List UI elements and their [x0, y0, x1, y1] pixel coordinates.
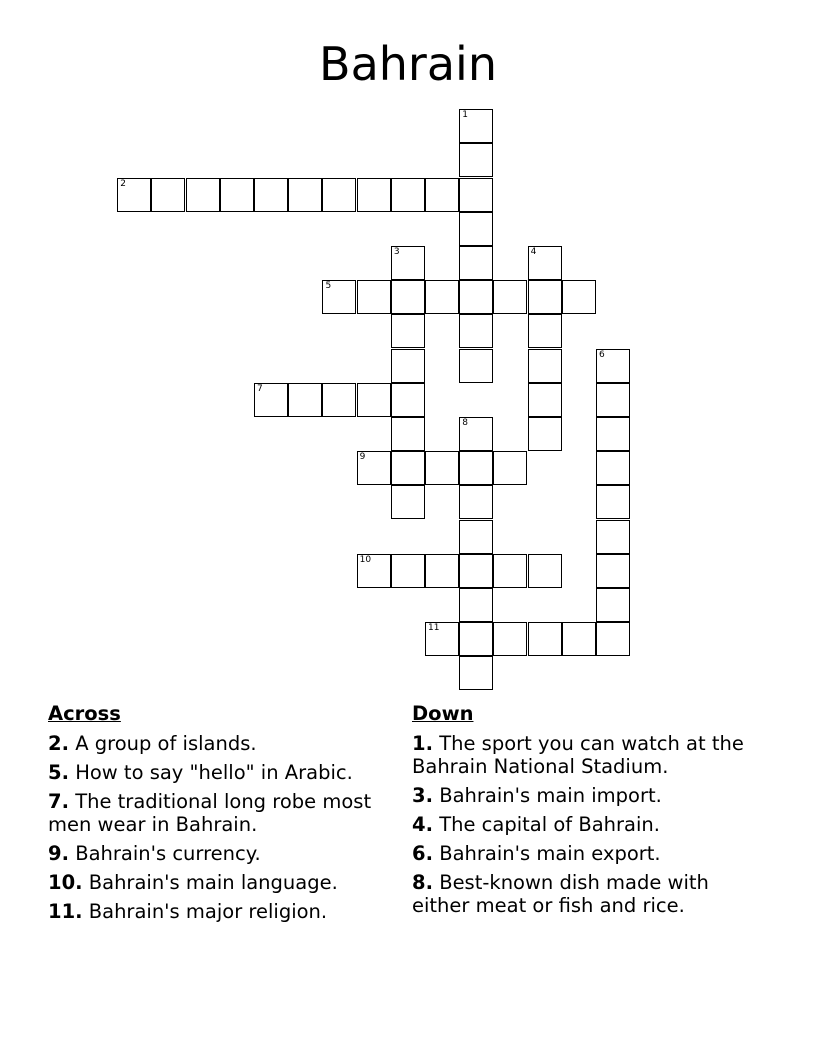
grid-cell[interactable]: [459, 349, 493, 383]
grid-cell[interactable]: [425, 451, 459, 485]
grid-cell[interactable]: [322, 178, 356, 212]
grid-cell[interactable]: [459, 554, 493, 588]
down-clues: [412, 702, 772, 923]
across-heading: Across: [48, 702, 121, 725]
grid-cell[interactable]: [528, 417, 562, 451]
cell-number: 1: [462, 110, 468, 121]
grid-cell[interactable]: [288, 383, 322, 417]
clue-across-5: [48, 761, 388, 784]
grid-cell[interactable]: [596, 417, 630, 451]
cell-number: 4: [530, 247, 537, 258]
grid-cell[interactable]: [391, 178, 425, 212]
grid-cell[interactable]: [459, 520, 493, 554]
clue-number: 3.: [412, 784, 433, 807]
grid-cell[interactable]: [528, 314, 562, 348]
grid-cell[interactable]: [357, 554, 391, 588]
grid-cell[interactable]: [459, 212, 493, 246]
grid-cell[interactable]: [596, 588, 630, 622]
clue-text: Bahrain's main language.: [88, 871, 338, 894]
clue-down-1: [412, 732, 772, 778]
grid-cell[interactable]: [425, 622, 459, 656]
grid-cell[interactable]: [357, 178, 391, 212]
grid-cell[interactable]: [528, 383, 562, 417]
clue-number: 8.: [412, 871, 433, 894]
grid-cell[interactable]: [322, 383, 356, 417]
grid-cell[interactable]: [459, 451, 493, 485]
grid-cell[interactable]: [596, 622, 630, 656]
cell-number: 5: [325, 281, 332, 292]
grid-cell[interactable]: [459, 588, 493, 622]
clue-down-8: [412, 871, 772, 917]
across-clues: [48, 702, 388, 929]
clue-text: The sport you can watch at the Bahrain National Stadium.: [412, 732, 744, 778]
grid-cell[interactable]: [528, 554, 562, 588]
down-heading: Down: [412, 702, 474, 725]
grid-cell[interactable]: [391, 451, 425, 485]
clue-number: 1.: [412, 732, 433, 755]
grid-cell[interactable]: [528, 280, 562, 314]
grid-cell[interactable]: [596, 485, 630, 519]
grid-cell[interactable]: [391, 280, 425, 314]
clue-text: Bahrain's currency.: [75, 842, 261, 865]
grid-cell[interactable]: [391, 485, 425, 519]
clue-down-4: [412, 813, 772, 836]
grid-cell[interactable]: [288, 178, 322, 212]
grid-cell[interactable]: [596, 383, 630, 417]
grid-cell[interactable]: [254, 178, 288, 212]
clue-across-11: [48, 900, 388, 923]
grid-cell[interactable]: [391, 349, 425, 383]
grid-cell[interactable]: [220, 178, 254, 212]
grid-cell[interactable]: [391, 314, 425, 348]
grid-cell[interactable]: [425, 554, 459, 588]
cell-number: 2: [120, 178, 126, 189]
clue-number: 6.: [412, 842, 433, 865]
grid-cell[interactable]: [459, 109, 493, 143]
grid-cell[interactable]: [596, 520, 630, 554]
grid-cell[interactable]: [322, 280, 356, 314]
cell-number: 9: [359, 452, 366, 463]
clue-number: 11.: [48, 900, 83, 923]
cell-number: 10: [359, 554, 372, 565]
clue-across-2: [48, 732, 388, 755]
clue-number: 4.: [412, 813, 433, 836]
grid-cell[interactable]: [459, 280, 493, 314]
grid-cell[interactable]: [493, 280, 527, 314]
grid-cell[interactable]: [459, 246, 493, 280]
grid-cell[interactable]: [459, 178, 493, 212]
clue-text: The capital of Bahrain.: [439, 813, 660, 836]
clue-text: How to say "hello" in Arabic.: [75, 761, 353, 784]
grid-cell[interactable]: [459, 656, 493, 690]
clue-number: 9.: [48, 842, 69, 865]
clue-text: Bahrain's main import.: [439, 784, 662, 807]
cell-number: 3: [393, 247, 400, 258]
grid-cell[interactable]: [528, 246, 562, 280]
clue-number: 7.: [48, 790, 69, 813]
clue-across-9: [48, 842, 388, 865]
clue-text: Bahrain's major religion.: [88, 900, 328, 923]
page-title: Bahrain: [319, 37, 497, 91]
grid-cell[interactable]: [459, 622, 493, 656]
clue-text: Bahrain's main export.: [439, 842, 661, 865]
grid-cell[interactable]: [391, 246, 425, 280]
clue-number: 10.: [48, 871, 83, 894]
grid-cell[interactable]: [186, 178, 220, 212]
cell-number: 8: [462, 418, 468, 429]
clue-text: The traditional long robe most men wear in Bahrain.: [48, 790, 372, 836]
grid-cell[interactable]: [391, 417, 425, 451]
grid-cell[interactable]: [459, 143, 493, 177]
clue-number: 2.: [48, 732, 69, 755]
grid-cell[interactable]: [391, 383, 425, 417]
grid-cell[interactable]: [493, 554, 527, 588]
grid-cell[interactable]: [493, 451, 527, 485]
grid-cell[interactable]: [391, 554, 425, 588]
grid-cell[interactable]: [562, 622, 596, 656]
cell-number: 6: [599, 349, 605, 360]
grid-cell[interactable]: [425, 178, 459, 212]
grid-cell[interactable]: [493, 622, 527, 656]
grid-cell[interactable]: [357, 451, 391, 485]
grid-cell[interactable]: [425, 280, 459, 314]
grid-cell[interactable]: [117, 178, 151, 212]
grid-cell[interactable]: [357, 280, 391, 314]
clue-down-6: [412, 842, 772, 865]
grid-cell[interactable]: [596, 451, 630, 485]
cell-number: 7: [257, 383, 263, 394]
grid-cell[interactable]: [459, 485, 493, 519]
grid-cell[interactable]: [528, 622, 562, 656]
grid-cell[interactable]: [254, 383, 288, 417]
grid-cell[interactable]: [596, 554, 630, 588]
clue-down-3: [412, 784, 772, 807]
grid-cell[interactable]: [596, 349, 630, 383]
clue-number: 5.: [48, 761, 69, 784]
grid-cell[interactable]: [357, 383, 391, 417]
grid-cell[interactable]: [528, 349, 562, 383]
clue-across-7: [48, 790, 388, 836]
grid-cell[interactable]: [151, 178, 185, 212]
cell-number: 11: [428, 623, 440, 634]
clue-text: A group of islands.: [75, 732, 257, 755]
clue-text: Best-known dish made with either meat or fish and rice.: [412, 871, 709, 917]
grid-cell[interactable]: [459, 314, 493, 348]
grid-cell[interactable]: [562, 280, 596, 314]
clue-across-10: [48, 871, 388, 894]
grid-cell[interactable]: [459, 417, 493, 451]
